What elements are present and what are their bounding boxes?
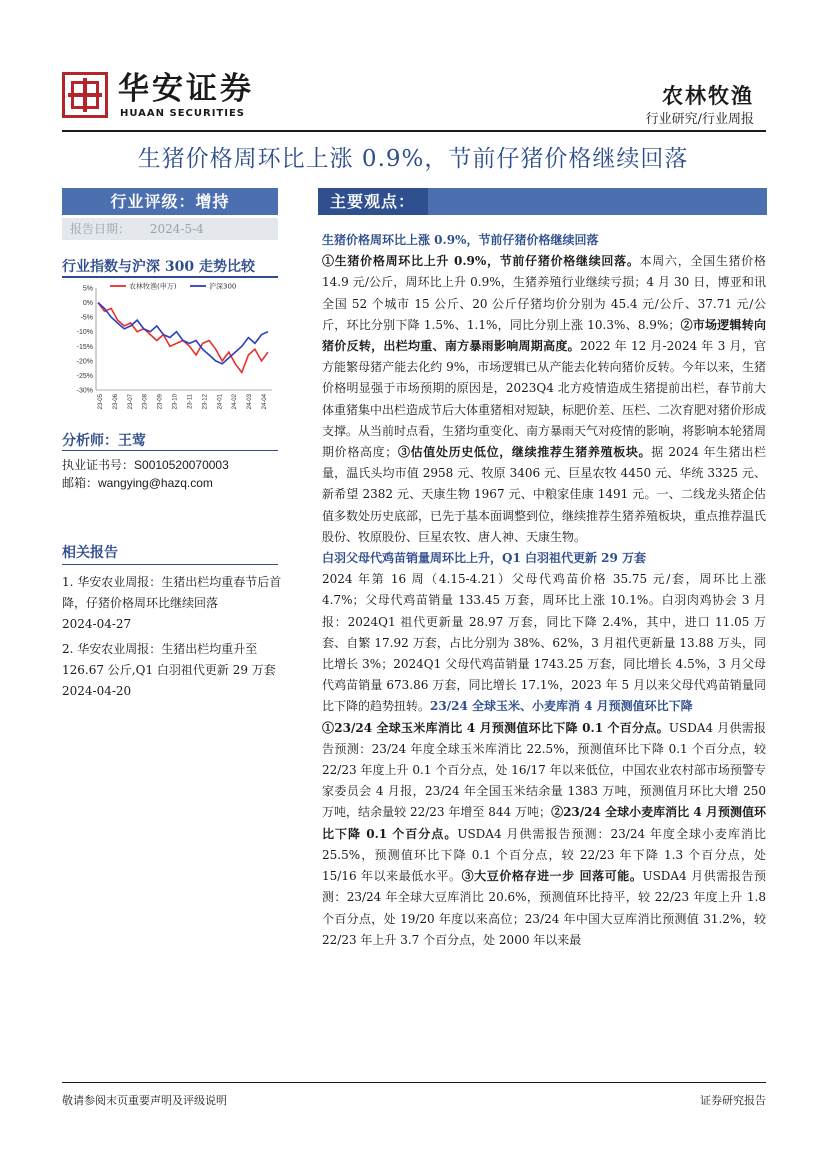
related-report-title: 华安农业周报：生猪出栏均重升至 126.67 公斤,Q1 白羽祖代更新 29 万套 — [62, 642, 276, 677]
footer-divider — [62, 1082, 766, 1083]
paragraph-soybean: USDA4 月供需报告预测：23/24 年全球大豆库消比 20.6%，预测值环比持平，较 22/23 年度上升 1.8 个百分点，处 19/20 年度以来高位；23/24 年中国大豆库消比预测值 31.2%，较 22/23 年上升 3.7 个百分点，处 2000 年以来最 — [322, 869, 766, 947]
related-reports-list — [62, 572, 286, 706]
certificate-number: S0010520070003 — [134, 458, 229, 472]
email-address[interactable]: wangying@hazq.com — [98, 476, 213, 490]
section-heading-grain: 23/24 全球玉米、小麦库消 4 月预测值环比下降 — [430, 699, 693, 714]
main-views-label: 主要观点： — [318, 188, 428, 215]
industry-rating: 行业评级：增持 — [62, 188, 278, 215]
logo-name: 华安证券 — [118, 71, 254, 107]
header-divider — [62, 130, 766, 132]
chart-y-tick-label: 5% — [82, 285, 93, 293]
chart-x-tick-label: 23-10 — [172, 394, 179, 410]
related-report-number: 1. — [62, 575, 74, 589]
report-date-value: 2024-5-4 — [149, 222, 204, 236]
related-report-date: 2024-04-27 — [62, 617, 132, 631]
chart-y-tick-label: -10% — [76, 329, 93, 337]
email-label: 邮箱： — [62, 476, 99, 490]
chart-x-tick-label: 24-02 — [232, 394, 239, 410]
chart-legend-label: 农林牧渔(申万) — [129, 282, 177, 291]
report-headline: 生猪价格周环比上涨 0.9%，节前仔猪价格继续回落 — [137, 146, 689, 172]
section-heading-hog: 生猪价格周环比上涨 0.9%，节前仔猪价格继续回落 — [322, 233, 599, 247]
point-wheat: ②23/24 全球小麦库消比 4 月预测值环比下降 0.1 个百分点。 — [322, 805, 767, 841]
chart-x-tick-label: 23-07 — [127, 394, 134, 410]
index-chart-title: 行业指数与沪深 300 走势比较 — [62, 259, 255, 275]
chart-x-tick-label: 23-12 — [202, 394, 209, 410]
point-market-logic: ②市场逻辑转向猪价反转，出栏均重、南方暴雨影响周期高度。 — [322, 317, 766, 354]
related-report-date: 2024-04-20 — [62, 684, 132, 698]
chart-x-tick-label: 24-01 — [217, 394, 224, 410]
chart-y-tick-label: 0% — [82, 300, 93, 308]
chart-x-tick-label: 24-04 — [262, 394, 268, 410]
point-hog-price: ①生猪价格周环比上升 0.9%，节前仔猪价格继续回落。 — [322, 254, 640, 269]
analyst-title: 分析师：王莺 — [62, 433, 146, 449]
email-line — [62, 474, 213, 491]
paragraph-market-logic: 2022 年 12 月-2024 年 3 月，官方能繁母猪产能去化约 9%，市场逻辑已从产能去化转向猪价反转。今年以来，生猪价格明显强于市场预期的原因是，2023Q4 北方疫情造成生猪提前出栏，春节前大体重猪集中出栏造成节后大体重猪相对短缺，标肥价差、压栏、二次育肥对猪价形成支撑。从当前时点看，生猪均重变化、南方暴雨天气对疫情的影响，将影响本轮猪周期价格高度； — [322, 339, 767, 460]
chart-x-tick-label: 24-03 — [247, 394, 254, 410]
paragraph-broiler: 2024 年第 16 周（4.15-4.21）父母代鸡苗价格 35.75 元/套，周环比上涨 4.7%；父母代鸡苗销量 133.45 万套，周环比上涨 10.1%。白羽肉鸡协会 3 月报：2024Q1 祖代更新量 28.97 万套，同比下降 2.4%，其中，进口 11.05 万套、自繁 17.92 万套，占比分别为 38%、62%，3 月祖代更新量 13.88 万头，同比增长 3%；2024Q1 父母代鸡苗销量 1743.25 万套，同比增长 4.5%，3 月父母代鸡苗销量 673.86 万套，同比增长 17.1%，2023 年 5 月以来父母代鸡苗销量同比下降的趋势扭转。 — [322, 572, 766, 714]
certificate-label: 执业证书号： — [62, 458, 135, 472]
chart-y-tick-label: -30% — [76, 387, 93, 395]
related-report-item[interactable] — [62, 572, 286, 635]
paragraph-corn: USDA4 月供需报告预测：23/24 年度全球玉米库消比 22.5%，预测值环比下降 0.1 个百分点，较 22/23 年度上升 0.1 个百分点，处 16/17 年以来低位，中国农业农村部市场预警专家委员会 4 月报，23/24 年全国玉米结余量 1383 万吨，预测值月环比大增 250 万吨，结余量较 22/23 年增至 844 万吨； — [322, 720, 766, 820]
chart-x-tick-label: 23-09 — [157, 394, 164, 410]
chart-y-tick-label: -20% — [76, 358, 93, 366]
chart-x-tick-label: 23-08 — [142, 394, 149, 410]
sector-name: 农林牧渔 — [662, 83, 754, 108]
footer-disclaimer: 敬请参阅末页重要声明及评级说明 — [62, 1094, 227, 1107]
chart-x-tick-label: 23-05 — [98, 394, 104, 410]
chart-y-tick-label: -5% — [80, 314, 93, 322]
analyst-divider — [62, 450, 278, 451]
logo-seal-icon — [62, 72, 108, 118]
related-report-item[interactable] — [62, 639, 286, 702]
chart-x-tick-label: 23-06 — [112, 394, 119, 410]
paragraph-valuation: 据 2024 年生猪出栏量，温氏头均市值 2958 元、牧原 3406 元、巨星农牧 4450 元、华统 3325 元、新希望 2382 元、天康生物 1967 元、中粮家佳康 1491 元。一、二线龙头猪企估值多数处历史底部，已先于基本面调整到位，继续推荐生猪养殖板块，重点推荐温氏股份、牧原股份、巨星农牧、唐人神、天康生物。 — [322, 445, 767, 544]
report-date-label: 报告日期： — [70, 222, 131, 236]
related-report-number: 2. — [62, 642, 74, 656]
related-report-title: 华安农业周报：生猪出栏均重春节后首降，仔猪价格周环比继续回落 — [62, 575, 282, 610]
chart-series-line-1 — [98, 303, 268, 364]
section-heading-broiler: 白羽父母代鸡苗销量周环比上升，Q1 白羽祖代更新 29 万套 — [322, 551, 647, 566]
related-divider — [62, 564, 278, 565]
related-reports-title: 相关报告 — [62, 545, 118, 561]
chart-y-tick-label: -15% — [76, 343, 93, 351]
document-type: 行业研究/行业周报 — [645, 112, 754, 127]
paragraph-hog-price: 本周六，全国生猪价格 14.9 元/公斤，周环比上升 0.9%，生猪养殖行业继续亏损；4 月 30 日，博亚和讯全国 52 个城市 15 公斤、20 公斤仔猪均价分别为 45.4 元/公斤、37.71 元/公斤，环比分别下降 1.5%、1.1%，同比分别上涨 10.3%、8.9%； — [322, 254, 766, 332]
footer-report-type: 证券研究报告 — [700, 1094, 766, 1107]
paragraph-wheat: USDA4 月供需报告预测：23/24 年度全球小麦库消比 25.5%，预测值环比下降 0.1 个百分点，较 22/23 年下降 1.3 个百分点，处 15/16 年以来最低水平。 — [322, 826, 767, 884]
chart-legend-label: 沪深300 — [209, 282, 237, 291]
index-comparison-chart — [62, 280, 278, 420]
point-valuation: ③估值处历史低位，继续推荐生猪养殖板块。 — [397, 445, 652, 460]
index-title-divider — [62, 276, 278, 278]
certificate-line — [62, 456, 229, 473]
company-logo — [62, 72, 258, 120]
logo-english-name: HUAAN SECURITIES — [120, 108, 245, 119]
chart-x-tick-label: 23-11 — [187, 394, 194, 409]
chart-series-line-0 — [98, 303, 268, 373]
report-date — [62, 218, 278, 240]
chart-y-tick-label: -25% — [76, 372, 93, 380]
point-corn: ①23/24 全球玉米库消比 4 月预测值环比下降 0.1 个百分点。 — [322, 720, 669, 735]
point-soybean: ③大豆价格存进一步 回落可能。 — [461, 869, 643, 884]
main-body — [322, 230, 766, 951]
